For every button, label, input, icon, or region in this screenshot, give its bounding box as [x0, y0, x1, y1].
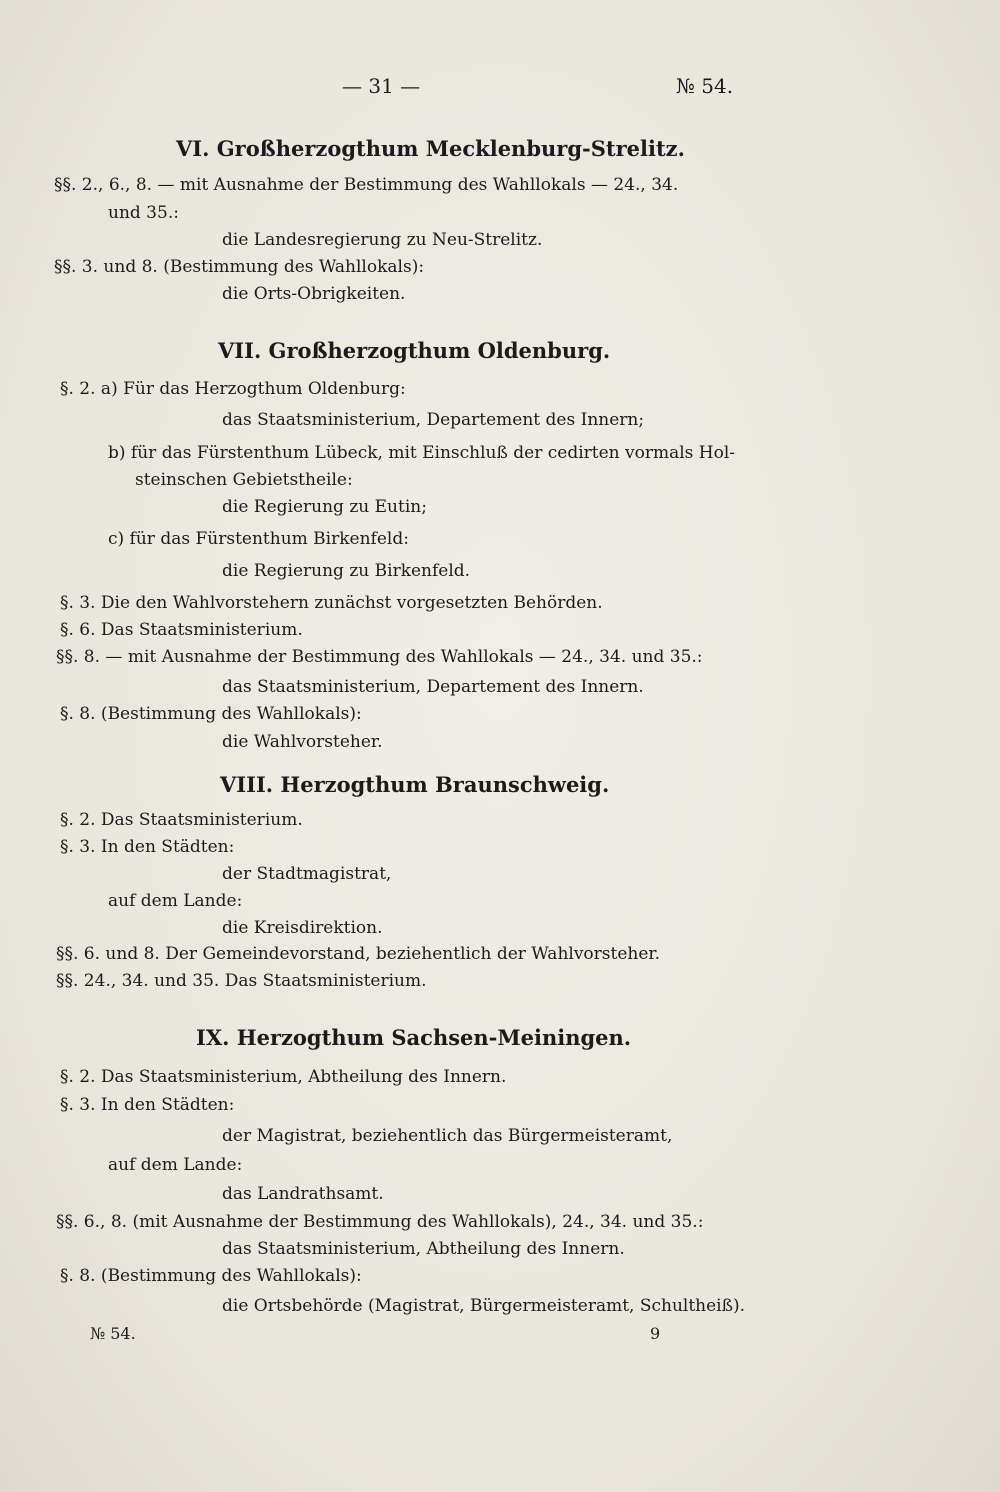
text-line: die Kreisdirektion. — [222, 918, 383, 938]
text-line: auf dem Lande: — [108, 891, 243, 911]
text-line: die Landesregierung zu Neu-Strelitz. — [222, 230, 543, 250]
text-line: §§. 24., 34. und 35. Das Staatsministerium. — [56, 971, 427, 991]
section-heading: IX. Herzogthum Sachsen-Meiningen. — [196, 1025, 632, 1050]
issue-number: № 54. — [676, 74, 734, 98]
text-line: §§. 6. und 8. Der Gemeindevorstand, beziehentlich der Wahlvorsteher. — [56, 944, 661, 964]
text-line: steinschen Gebietstheile: — [135, 470, 353, 490]
text-line: die Regierung zu Eutin; — [222, 497, 427, 517]
text-line: §§. 8. — mit Ausnahme der Bestimmung des Wahllokals — 24., 34. und 35.: — [56, 647, 703, 667]
text-line: §. 3. In den Städten: — [60, 1095, 235, 1115]
text-line: das Staatsministerium, Abtheilung des Innern. — [222, 1239, 625, 1259]
text-line: die Orts-Obrigkeiten. — [222, 284, 406, 304]
text-line: auf dem Lande: — [108, 1155, 243, 1175]
text-line: das Staatsministerium, Departement des Innern. — [222, 677, 644, 697]
text-line: §. 2. Das Staatsministerium, Abtheilung des Innern. — [60, 1067, 507, 1087]
text-line: die Wahlvorsteher. — [222, 732, 383, 752]
text-line: c) für das Fürstenthum Birkenfeld: — [108, 529, 409, 549]
text-line: und 35.: — [108, 203, 179, 223]
section-heading: VII. Großherzogthum Oldenburg. — [218, 338, 611, 363]
text-line: das Staatsministerium, Departement des Innern; — [222, 410, 645, 430]
text-line: §. 6. Das Staatsministerium. — [60, 620, 303, 640]
text-line: der Stadtmagistrat, — [222, 864, 392, 884]
section-heading: VI. Großherzogthum Mecklenburg-Strelitz. — [176, 136, 685, 161]
text-line: §. 3. In den Städten: — [60, 837, 235, 857]
footer-issue: № 54. — [90, 1324, 136, 1343]
text-line: §§. 3. und 8. (Bestimmung des Wahllokals): — [54, 257, 425, 277]
text-line: §. 3. Die den Wahlvorstehern zunächst vorgesetzten Behörden. — [60, 593, 603, 613]
page-number: — 31 — — [342, 74, 421, 98]
text-line: §. 2. a) Für das Herzogthum Oldenburg: — [60, 379, 406, 399]
text-line: §§. 6., 8. (mit Ausnahme der Bestimmung des Wahllokals), 24., 34. und 35.: — [56, 1212, 704, 1232]
text-line: b) für das Fürstenthum Lübeck, mit Einschluß der cedirten vormals Hol- — [108, 443, 736, 463]
section-heading: VIII. Herzogthum Braunschweig. — [220, 772, 610, 797]
text-line: die Ortsbehörde (Magistrat, Bürgermeisteramt, Schultheiß). — [222, 1296, 746, 1316]
text-line: die Regierung zu Birkenfeld. — [222, 561, 471, 581]
text-line: §. 8. (Bestimmung des Wahllokals): — [60, 704, 362, 724]
text-line: §. 8. (Bestimmung des Wahllokals): — [60, 1266, 362, 1286]
footer-sheet-number: 9 — [650, 1324, 661, 1343]
text-line: §. 2. Das Staatsministerium. — [60, 810, 303, 830]
text-line: das Landrathsamt. — [222, 1184, 384, 1204]
text-line: der Magistrat, beziehentlich das Bürgermeisteramt, — [222, 1126, 673, 1146]
text-line: §§. 2., 6., 8. — mit Ausnahme der Bestimmung des Wahllokals — 24., 34. — [54, 175, 679, 195]
